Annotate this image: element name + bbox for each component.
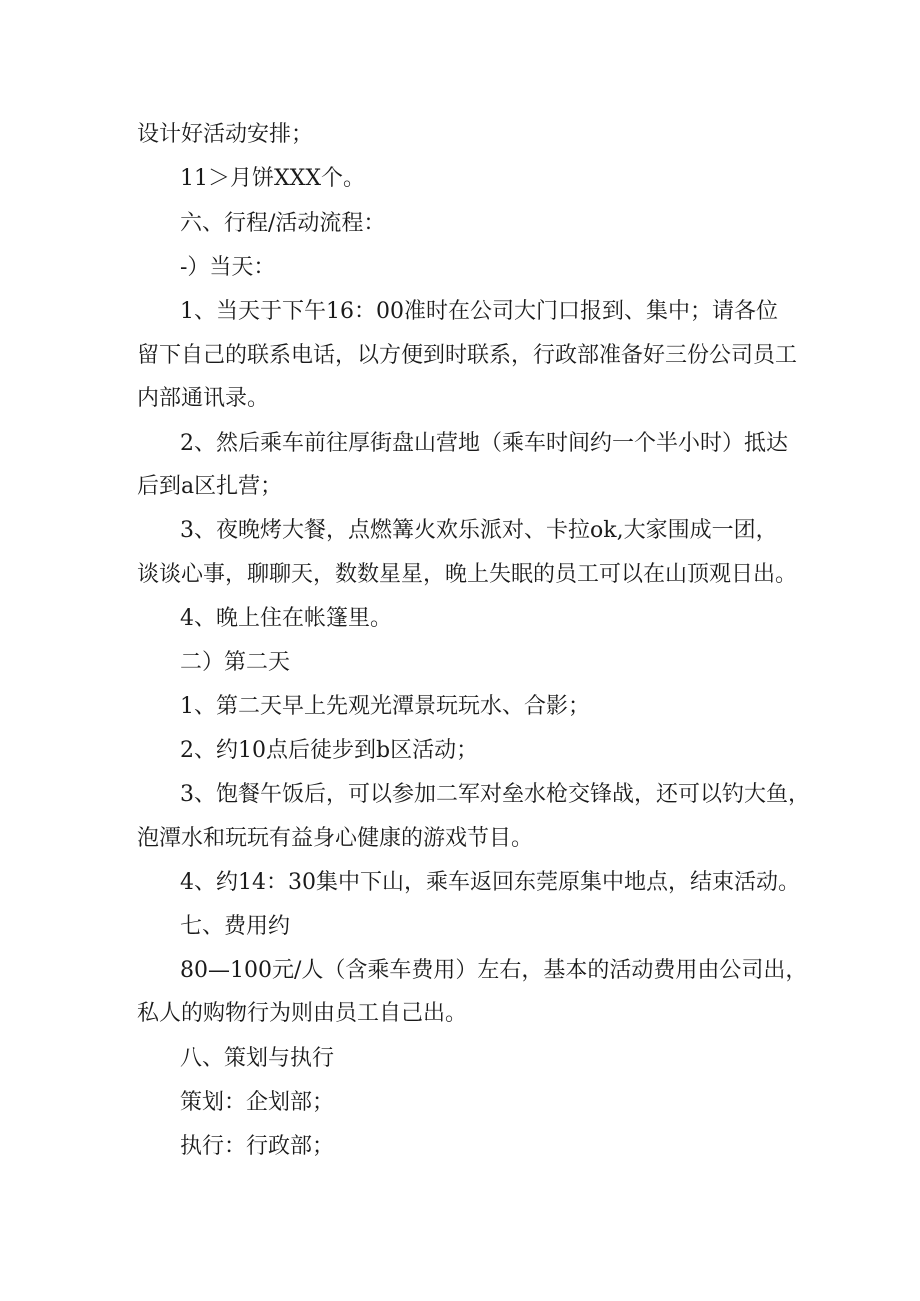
text-line: 2、然后乘车前往厚街盘山营地（乘车时间约一个半小时）抵达: [180, 431, 788, 456]
text-line: 4、约14：30集中下山，乘车返回东莞原集中地点，结束活动。: [180, 870, 800, 895]
text-line: 3、饱餐午饭后，可以参加二军对垒水枪交锋战，还可以钓大鱼，: [180, 782, 810, 807]
text-line: 后到a区扎营；: [137, 474, 283, 499]
text-line: 泡潭水和玩玩有益身心健康的游戏节目。: [137, 826, 534, 851]
text-line: 3、夜晚烤大餐，点燃篝火欢乐派对、卡拉ok,大家围成一团，: [180, 518, 778, 543]
text-line: 谈谈心事，聊聊天，数数星星，晚上失眠的员工可以在山顶观日出。: [137, 562, 798, 587]
text-line: 设计好活动安排；: [137, 122, 314, 147]
text-line: 留下自己的联系电话，以方便到时联系，行政部准备好三份公司员工: [137, 343, 798, 368]
section-heading: 七、费用约: [180, 914, 291, 939]
text-line: 2、约10点后徒步到b区活动；: [180, 738, 479, 763]
text-line: 内部通讯录。: [137, 386, 270, 411]
text-line: 4、晚上住在帐篷里。: [180, 606, 392, 631]
text-line: 80—100元/人（含乘车费用）左右，基本的活动费用由公司出，: [180, 958, 808, 983]
text-line: 执行：行政部；: [180, 1134, 335, 1159]
text-line: 11＞月饼XXX个。: [180, 166, 365, 191]
text-line: 策划：企划部；: [180, 1090, 335, 1115]
subsection-heading: -）当天：: [180, 255, 276, 280]
text-line: 私人的购物行为则由员工自己出。: [137, 1001, 468, 1026]
text-line: 1、第二天早上先观光潭景玩玩水、合影；: [180, 694, 590, 719]
subsection-heading: 二）第二天: [180, 650, 291, 675]
section-heading: 六、行程/活动流程：: [180, 211, 386, 236]
text-line: 1、当天于下午16：00准时在公司大门口报到、集中；请各位: [180, 299, 778, 324]
section-heading: 八、策划与执行: [180, 1046, 335, 1071]
